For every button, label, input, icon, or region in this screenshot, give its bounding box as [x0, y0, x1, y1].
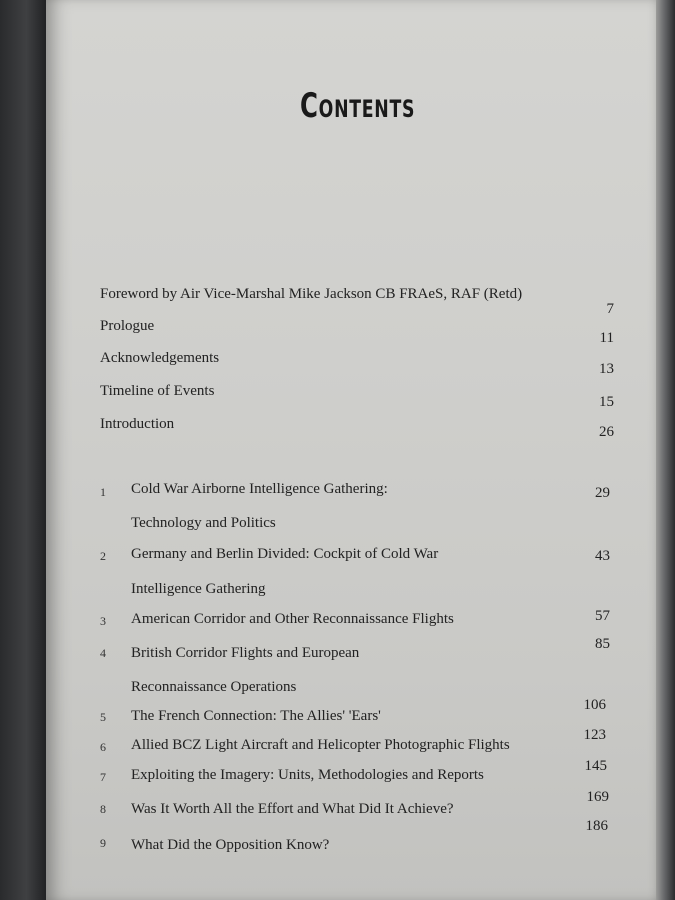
- chapter-title-continued: Technology and Politics: [131, 515, 276, 531]
- chapter-number: 1: [100, 485, 106, 499]
- chapter-number: 4: [100, 646, 106, 660]
- chapter-number: 2: [100, 549, 106, 563]
- book-spine-gutter: [0, 0, 48, 900]
- toc-entry-introduction: Introduction: [100, 416, 175, 432]
- chapter-page: 186: [585, 818, 608, 834]
- chapter-page: 57: [595, 608, 610, 624]
- toc-page-prologue: 11: [599, 330, 614, 346]
- chapter-page: 145: [584, 758, 607, 774]
- page-title: Contents: [300, 86, 416, 126]
- toc-entry-acknowledgements: Acknowledgements: [100, 350, 220, 366]
- chapter-title: Exploiting the Imagery: Units, Methodologies and Reports: [131, 767, 484, 783]
- chapter-title: Cold War Airborne Intelligence Gathering:: [131, 481, 388, 497]
- chapter-title-continued: Intelligence Gathering: [131, 581, 266, 597]
- chapter-number: 8: [100, 802, 106, 816]
- chapter-page: 29: [595, 485, 610, 501]
- chapter-page: 85: [595, 636, 610, 652]
- chapter-page: 123: [583, 727, 606, 743]
- toc-entry-foreword: Foreword by Air Vice-Marshal Mike Jackson CB FRAeS, RAF (Retd): [100, 286, 523, 302]
- toc-page-acknowledgements: 13: [599, 361, 614, 377]
- chapter-page: 169: [586, 789, 609, 805]
- chapter-page: 106: [583, 697, 606, 713]
- chapter-title: Allied BCZ Light Aircraft and Helicopter Photographic Flights: [131, 737, 510, 753]
- chapter-title: The French Connection: The Allies' 'Ears': [131, 708, 381, 724]
- toc-page-timeline: 15: [599, 394, 614, 410]
- chapter-number: 9: [100, 836, 106, 850]
- chapter-title: American Corridor and Other Reconnaissance Flights: [131, 611, 454, 627]
- toc-entry-prologue: Prologue: [100, 318, 155, 334]
- chapter-page: 43: [595, 548, 610, 564]
- chapter-title: British Corridor Flights and European: [131, 645, 360, 661]
- page-edge: [656, 0, 675, 900]
- chapter-title: What Did the Opposition Know?: [131, 837, 330, 853]
- chapter-number: 5: [100, 710, 106, 724]
- chapter-number: 6: [100, 740, 106, 754]
- toc-entry-timeline: Timeline of Events: [100, 383, 215, 399]
- toc-page-foreword: 7: [606, 301, 614, 317]
- chapter-title-continued: Reconnaissance Operations: [131, 679, 297, 695]
- chapter-number: 7: [100, 770, 106, 784]
- chapter-title: Germany and Berlin Divided: Cockpit of Cold War: [131, 546, 439, 562]
- toc-page-introduction: 26: [599, 424, 614, 440]
- chapter-number: 3: [100, 614, 106, 628]
- chapter-title: Was It Worth All the Effort and What Did It Achieve?: [131, 801, 454, 817]
